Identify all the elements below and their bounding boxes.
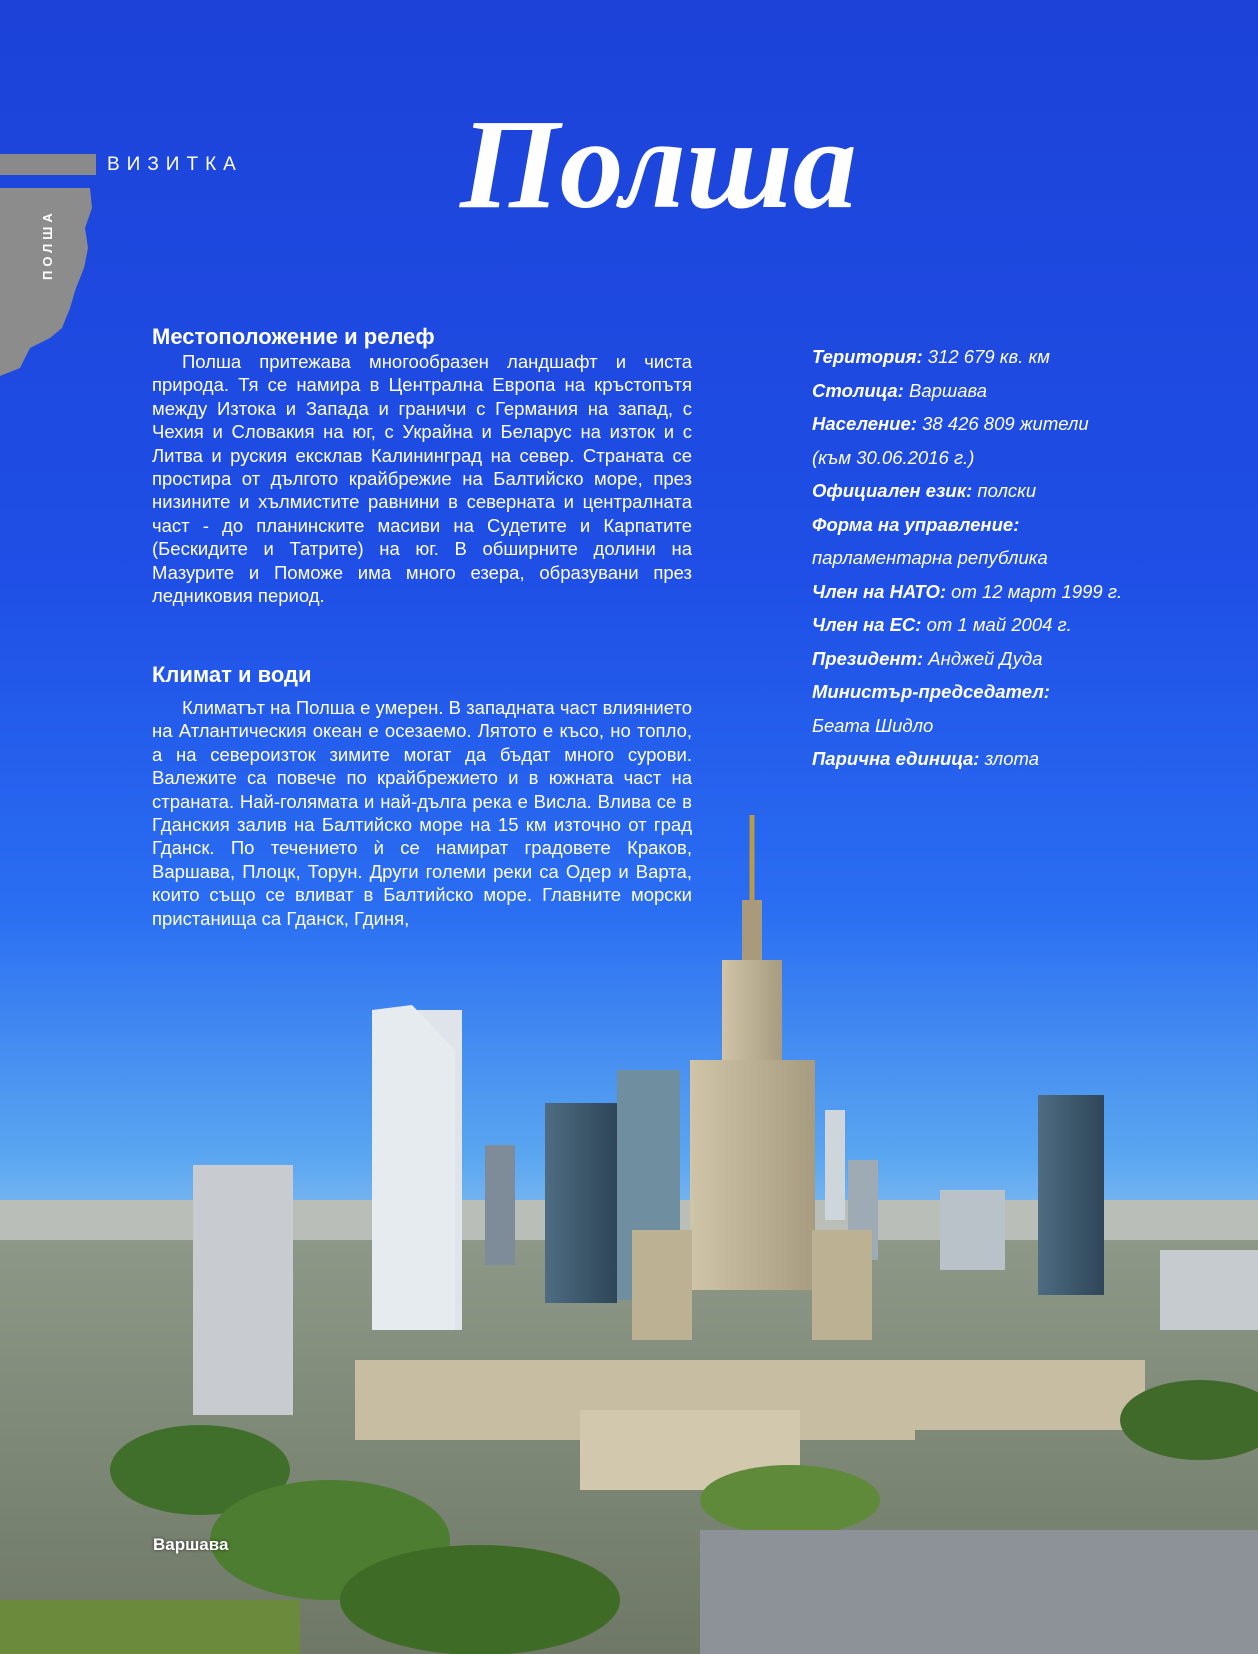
photo-caption: Варшава bbox=[153, 1535, 229, 1554]
currency-value: злота bbox=[979, 748, 1040, 769]
climate-text: Климатът на Полша е умерен. В западната част влиянието на Атлантическия океан е осезаемо. Лятото е късо, но топло, а на североизток зимите могат да бъдат много сурови. Валежите са повече по крайбрежието и в южната част на страната. Най-голямата и най-дълга река е Висла. Влива се в Гданския залив на Балтийско море на 15 км източно от град Гданск. По течението ѝ се намират градовете Краков, Варшава, Плоцк, Торун. Други големи реки са Одер и Варта, които също се вливат в Балтийско море. Главните морски пристанища са Гданск, Гдиня, bbox=[152, 697, 692, 929]
currency-label: Парична единица: bbox=[812, 748, 980, 769]
population-note: (към 30.06.2016 г.) bbox=[812, 446, 975, 468]
climate-heading: Климат и води bbox=[152, 662, 312, 687]
facts-box bbox=[812, 340, 1232, 776]
page-title: Полша bbox=[460, 93, 857, 235]
section-tab-bar bbox=[0, 154, 96, 175]
capital-value: Варшава bbox=[903, 379, 988, 401]
location-heading: Местоположение и релеф bbox=[152, 324, 435, 349]
nato-value: от 12 март 1999 г. bbox=[946, 580, 1123, 602]
eu-label: Член на ЕС: bbox=[812, 614, 922, 635]
territory-value: 312 679 кв. км bbox=[922, 346, 1050, 367]
language-label: Официален език: bbox=[812, 480, 973, 501]
capital-label: Столица: bbox=[812, 379, 904, 401]
government-value: парламентарна република bbox=[812, 547, 1048, 568]
pm-label: Министър-председател: bbox=[812, 681, 1050, 702]
language-value: полски bbox=[972, 480, 1037, 501]
population-label: Население: bbox=[812, 413, 917, 434]
side-country-label: ПОЛША bbox=[40, 209, 55, 280]
nato-label: Член на НАТО: bbox=[812, 580, 947, 602]
territory-label: Територия: bbox=[812, 346, 923, 367]
president-label: Президент: bbox=[812, 647, 924, 669]
population-value: 38 426 809 жители bbox=[916, 413, 1089, 434]
pm-value: Беата Шидло bbox=[812, 714, 934, 736]
location-text: Полша притежава многообразен ландшафт и чиста природа. Тя се намира в Централна Европа на кръстопътя между Изтока и Запада и граничи с Германия на запад, с Чехия и Словакия на юг, с Украйна и Беларус на изток и с Литва и руския ексклав Калининград на север. Страната се простира от дългото крайбрежие на Балтийско море, през низините и хълмистите равнини в северната и централната част - до планинските масиви на Судетите и Карпатите (Бескидите и Татрите) на юг. В обширните долини на Мазурите и Поможе има много езера, образувани през ледниковия период. bbox=[152, 351, 692, 607]
eu-value: от 1 май 2004 г. bbox=[921, 614, 1072, 635]
government-label: Форма на управление: bbox=[812, 513, 1020, 535]
president-value: Анджей Дуда bbox=[923, 647, 1043, 669]
section-tab-label: ВИЗИТКА bbox=[107, 154, 243, 175]
